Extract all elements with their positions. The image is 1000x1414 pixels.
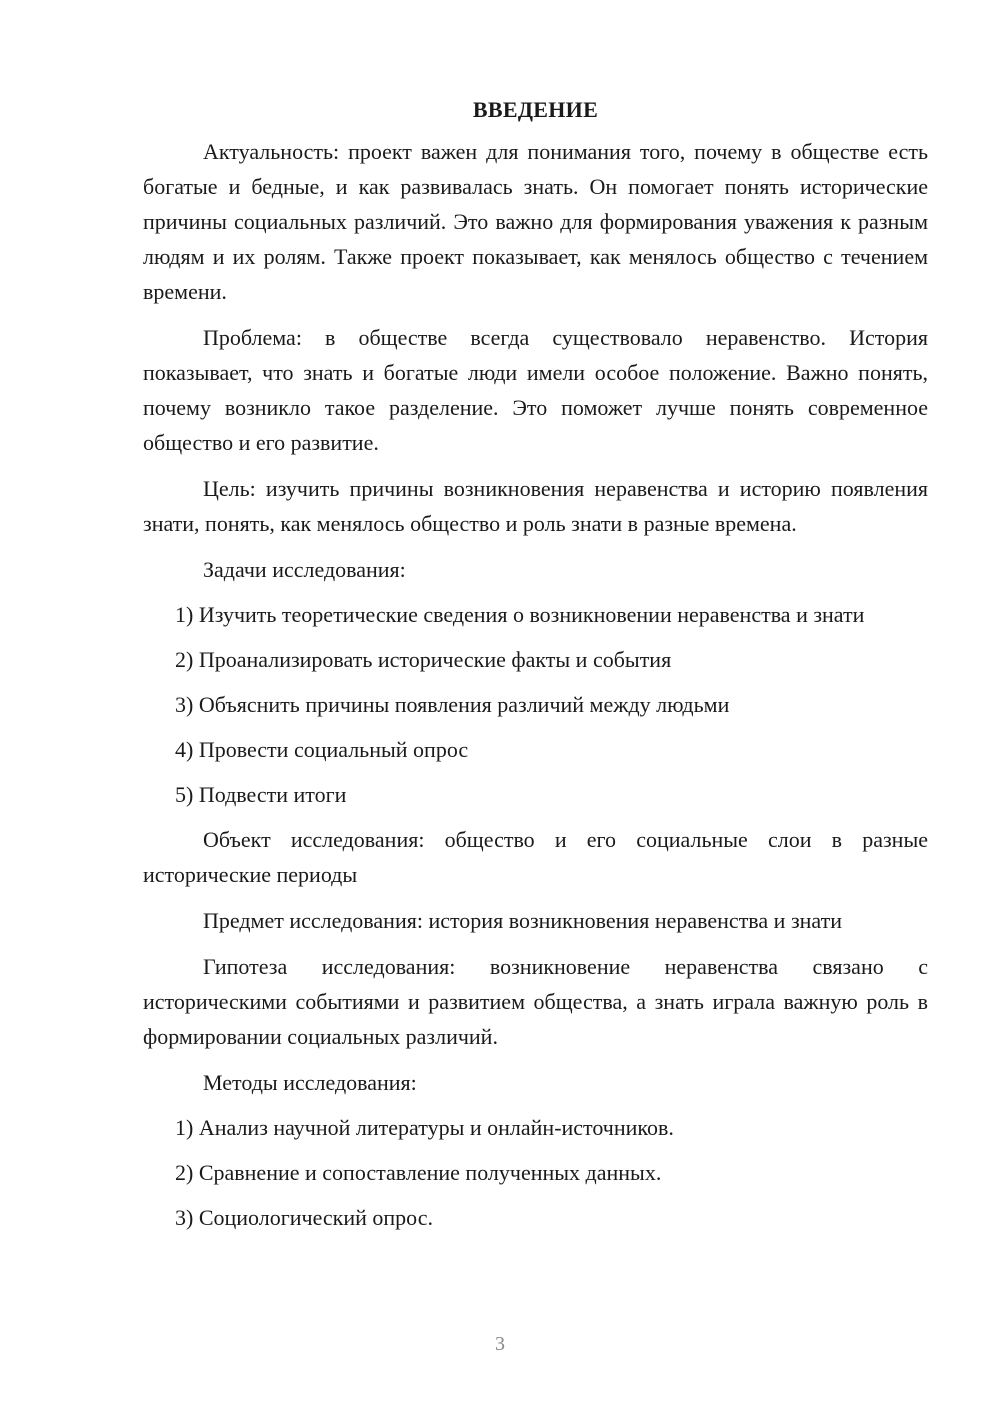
relevance-paragraph: Актуальность: проект важен для понимания того, почему в обществе есть богатые и бедные, и как развивалась знать. Он помогает понять исторические причины социальных различий. Это важно для формирования уважения к разным людям и их ролям. Также проект показывает, как менялось общество с течением времени. — [143, 139, 928, 304]
task-item: 2) Проанализировать исторические факты и события — [175, 647, 672, 672]
task-item: 5) Подвести итоги — [175, 782, 347, 807]
methods-heading: Методы исследования: — [203, 1070, 417, 1095]
document-page — [143, 92, 928, 1245]
tasks-heading: Задачи исследования: — [203, 557, 406, 582]
subject-paragraph: Предмет исследования: история возникновения неравенства и знати — [203, 908, 842, 933]
task-item: 4) Провести социальный опрос — [175, 737, 469, 762]
method-item: 1) Анализ научной литературы и онлайн-источников. — [175, 1115, 674, 1140]
problem-paragraph: Проблема: в обществе всегда существовало неравенство. История показывает, что знать и богатые люди имели особое положение. Важно понять, почему возникло такое разделение. Это поможет лучше понять современное общество и его развитие. — [143, 325, 928, 455]
method-item: 3) Социологический опрос. — [175, 1205, 433, 1230]
hypothesis-paragraph: Гипотеза исследования: возникновение неравенства связано с историческими событиями и развитием общества, а знать играла важную роль в формировании социальных различий. — [143, 954, 928, 1049]
page-title: ВВЕДЕНИЕ — [472, 97, 599, 122]
page-number: 3 — [495, 1333, 505, 1355]
task-item: 3) Объяснить причины появления различий между людьми — [175, 692, 730, 717]
method-item: 2) Сравнение и сопоставление полученных данных. — [175, 1160, 662, 1185]
task-item: 1) Изучить теоретические сведения о возникновении неравенства и знати — [175, 602, 865, 627]
object-paragraph: Объект исследования: общество и его социальные слои в разные исторические периоды — [143, 827, 928, 887]
goal-paragraph: Цель: изучить причины возникновения неравенства и историю появления знати, понять, как менялось общество и роль знати в разные времена. — [143, 476, 928, 536]
